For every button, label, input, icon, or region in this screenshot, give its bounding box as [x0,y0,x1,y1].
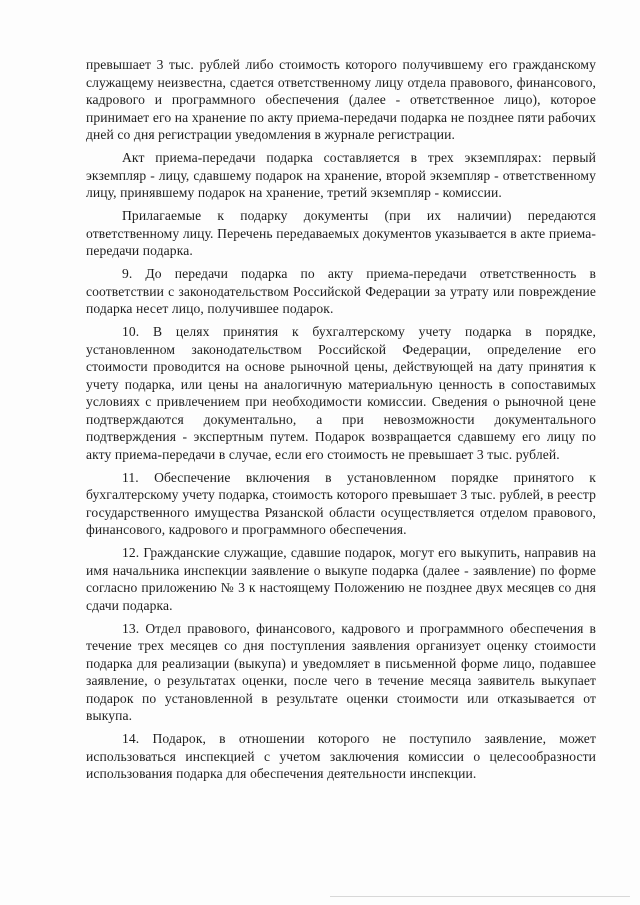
paragraph-item-13: 13. Отдел правового, финансового, кадрового и программного обеспечения в течение трех месяцев со дня поступления заявления организует оценку стоимости подарка для реализации (выкупа) и уведомляет в письменной форме лицо, подавшее заявление, о результатах оценки, после чего в течение месяца заявитель выкупает подарок по установленной в результате оценки стоимости или отказывается от выкупа. [86,620,596,723]
paragraph-item-11: 11. Обеспечение включения в установленном порядке принятого к бухгалтерскому учету подарка, стоимость которого превышает 3 тыс. рублей, в реестр государственного имущества Рязанской области осуществляется отделом правового, финансового, кадрового и программного обеспечения. [86,469,596,537]
paragraph-item-14: 14. Подарок, в отношении которого не поступило заявление, может использоваться инспекцией с учетом заключения комиссии о целесообразности использования подарка для обеспечения деятельности инспекции. [86,731,596,781]
paragraph-item-9: 9. До передачи подарка по акту приема-передачи ответственность в соответствии с законодательством Российской Федерации за утрату или повреждение подарка несет лицо, получившее подарок. [86,266,596,316]
paragraph-continuation: превышает 3 тыс. рублей либо стоимость которого получившему его гражданскому служащему неизвестна, сдается ответственному лицу отдела правового, финансового, кадрового и программного обеспечения (далее - ответственное лицо), которое принимает его на хранение по акту приема-передачи подарка не позднее пяти рабочих дней со дня регистрации уведомления в журнале регистрации. [86,57,596,142]
paragraph-act-copies: Акт приема-передачи подарка составляется в трех экземплярах: первый экземпляр - лицу, сдавшему подарок на хранение, второй экземпляр - ответственному лицу, принявшему подарок на хранение, третий экземпляр - комиссии. [86,150,596,200]
paragraph-attached-documents: Прилагаемые к подарку документы (при их наличии) передаются ответственному лицу. Перечень передаваемых документов указывается в акте приема-передачи подарка. [86,208,596,258]
scan-edge-line [330,896,630,897]
document-body [86,56,596,788]
paragraph-item-10: 10. В целях принятия к бухгалтерскому учету подарка в порядке, установленном законодательством Российской Федерации, определение его стоимости проводится на основе рыночной цены, действующей на дату принятия к учету подарка, или цены на аналогичную материальную ценность в сопоставимых условиях с привлечением при необходимости комиссии. Сведения о рыночной цене подтверждаются документально, а при невозможности документального подтверждения - экспертным путем. Подарок возвращается сдавшему его лицу по акту приема-передачи в случае, если его стоимость не превышает 3 тыс. рублей. [86,324,596,462]
paragraph-item-12: 12. Гражданские служащие, сдавшие подарок, могут его выкупить, направив на имя начальника инспекции заявление о выкупе подарка (далее - заявление) по форме согласно приложению № 3 к настоящему Положению не позднее двух месяцев со дня сдачи подарка. [86,545,596,613]
